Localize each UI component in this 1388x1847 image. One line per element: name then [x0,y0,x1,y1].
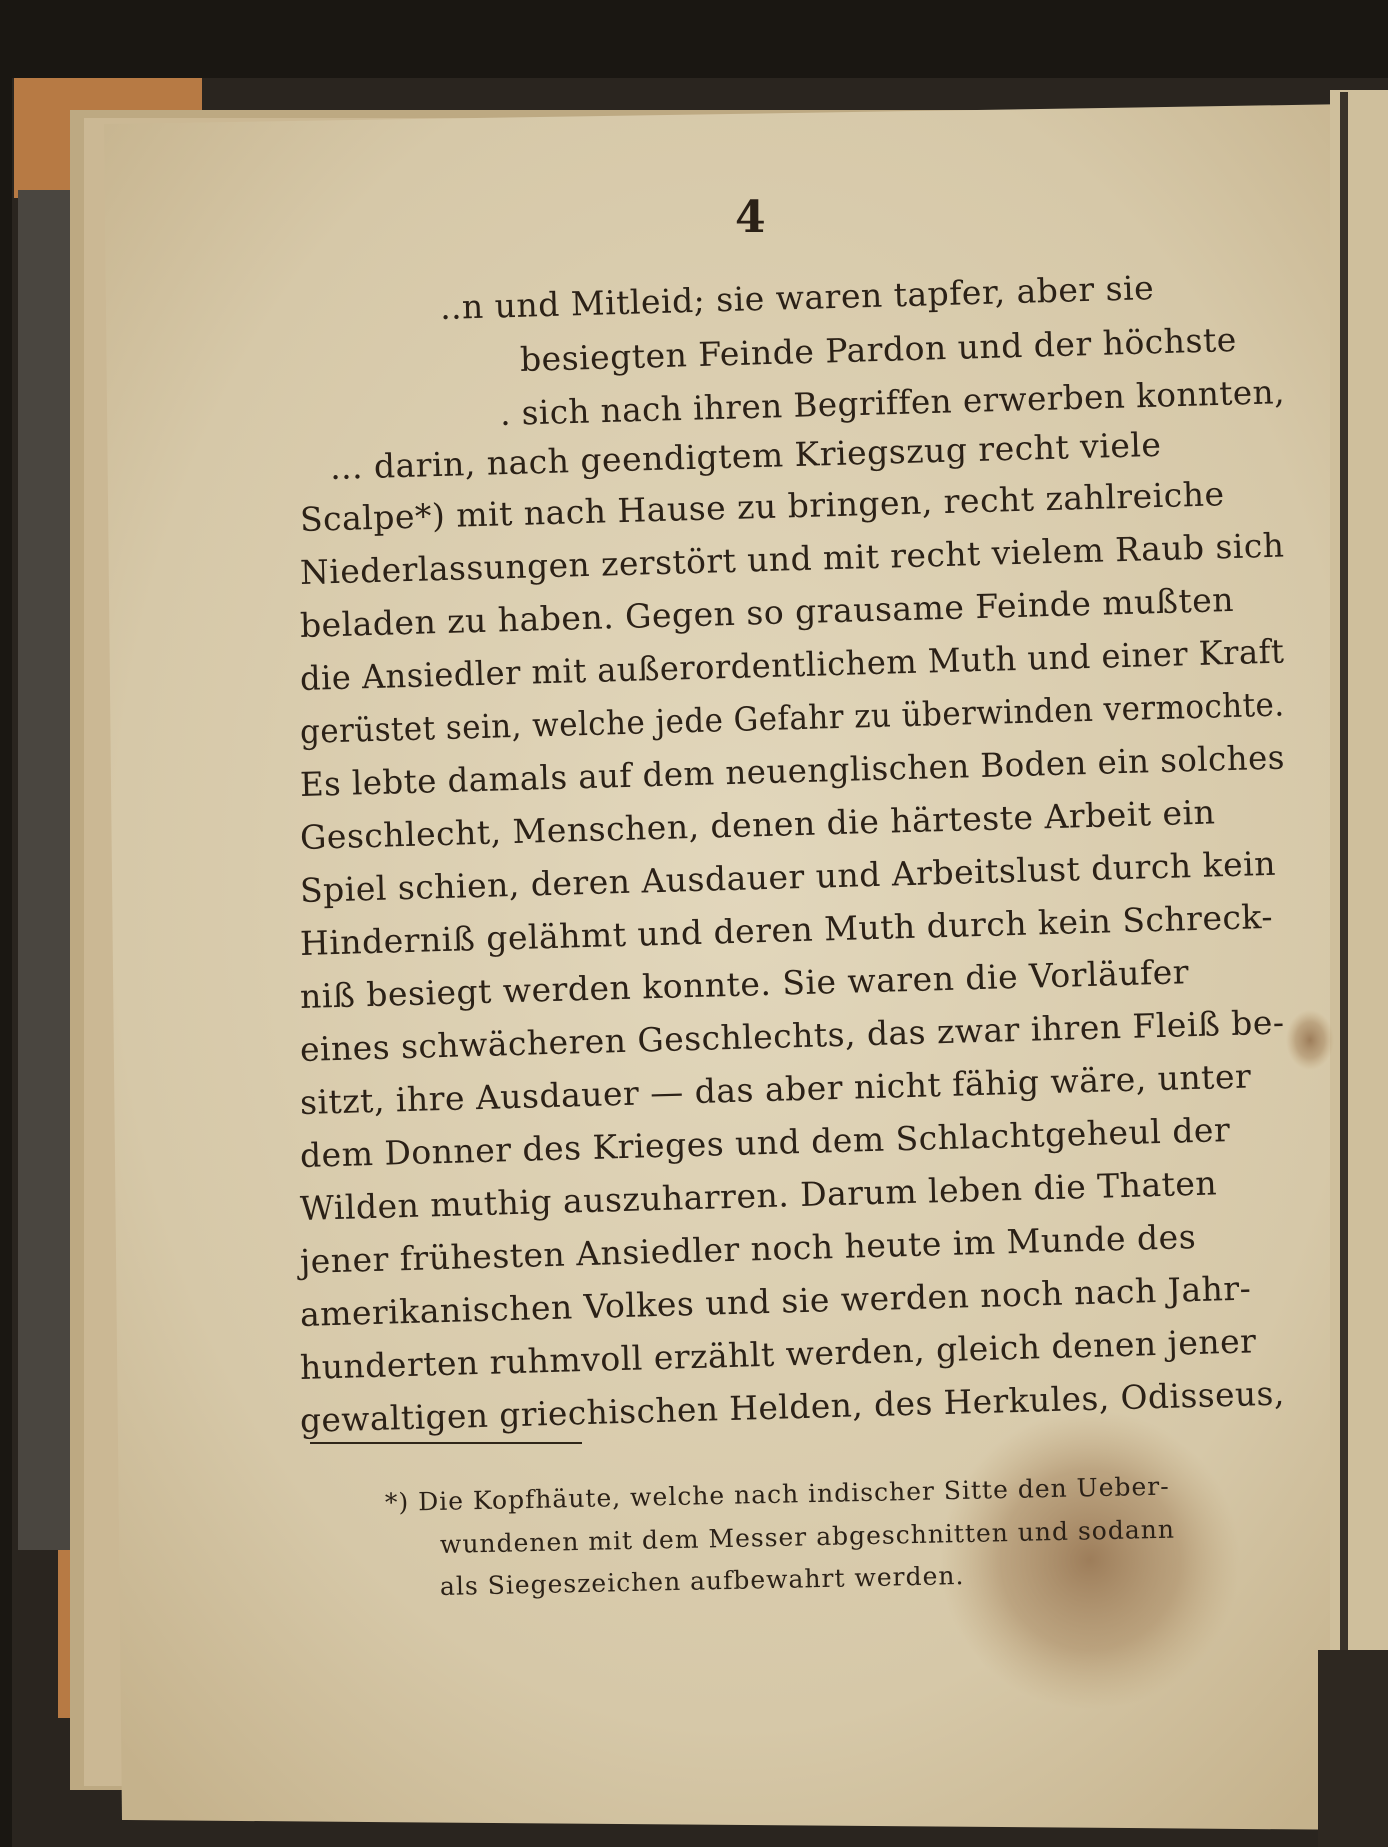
body-line: gerüstet sein, welche jede Gefahr zu überwinden vermochte. [299,684,1286,751]
body-line: Es lebte damals auf dem neuenglischen Boden ein solches [299,737,1286,804]
body-line: Geschlecht, Menschen, denen die härteste Arbeit ein [299,792,1216,857]
footnote-rule [310,1442,582,1444]
footnote-line: als Siegeszeichen aufbewahrt werden. [439,1561,965,1601]
body-line: jener frühesten Ansiedler noch heute im Munde des [299,1216,1197,1281]
page-number: 4 [735,192,766,243]
body-line: . sich nach ihren Begriffen erwerben konnten, [499,372,1286,433]
body-line: gewaltigen griechischen Helden, des Herkules, Odisseus, [299,1373,1286,1440]
body-line: amerikanischen Volkes und sie werden noch nach Jahr- [299,1268,1252,1334]
body-line: die Ansiedler mit außerordentlichem Muth und einer Kraft [299,631,1285,698]
body-line: Scalpe*) mit nach Hause zu bringen, recht zahlreiche [299,474,1225,539]
body-line: dem Donner des Krieges und dem Schlachtgeheul der [299,1110,1231,1175]
body-line: eines schwächeren Geschlechts, das zwar ihren Fleiß be- [299,1002,1285,1069]
body-line: sitzt, ihre Ausdauer — das aber nicht fähig wäre, unter [299,1056,1252,1122]
body-line: hunderten ruhmvoll erzählt werden, gleich denen jener [299,1321,1257,1387]
body-line: beladen zu haben. Gegen so grausame Feinde mußten [299,579,1235,645]
footnote-line: *) Die Kopfhäute, welche nach indischer Sitte den Ueber- [384,1471,1170,1517]
body-line: Hinderniß gelähmt und deren Muth durch kein Schreck- [299,896,1274,963]
footnote-line: wundenen mit dem Messer abgeschnitten und sodann [439,1514,1176,1559]
body-line: ..n und Mitleid; sie waren tapfer, aber sie [439,268,1155,327]
body-line: Niederlassungen zerstört und mit recht vielem Raub sich [299,525,1285,592]
body-line: Spiel schien, deren Ausdauer und Arbeitslust durch kein [299,843,1277,910]
body-line: ... darin, nach geendigtem Kriegszug recht viele [329,424,1162,487]
body-line: Wilden muthig auszuharren. Darum leben die Thaten [299,1163,1218,1228]
body-line: besiegten Feinde Pardon und der höchste [519,319,1238,379]
body-line: niß besiegt werden konnte. Sie waren die Vorläufer [299,952,1190,1016]
